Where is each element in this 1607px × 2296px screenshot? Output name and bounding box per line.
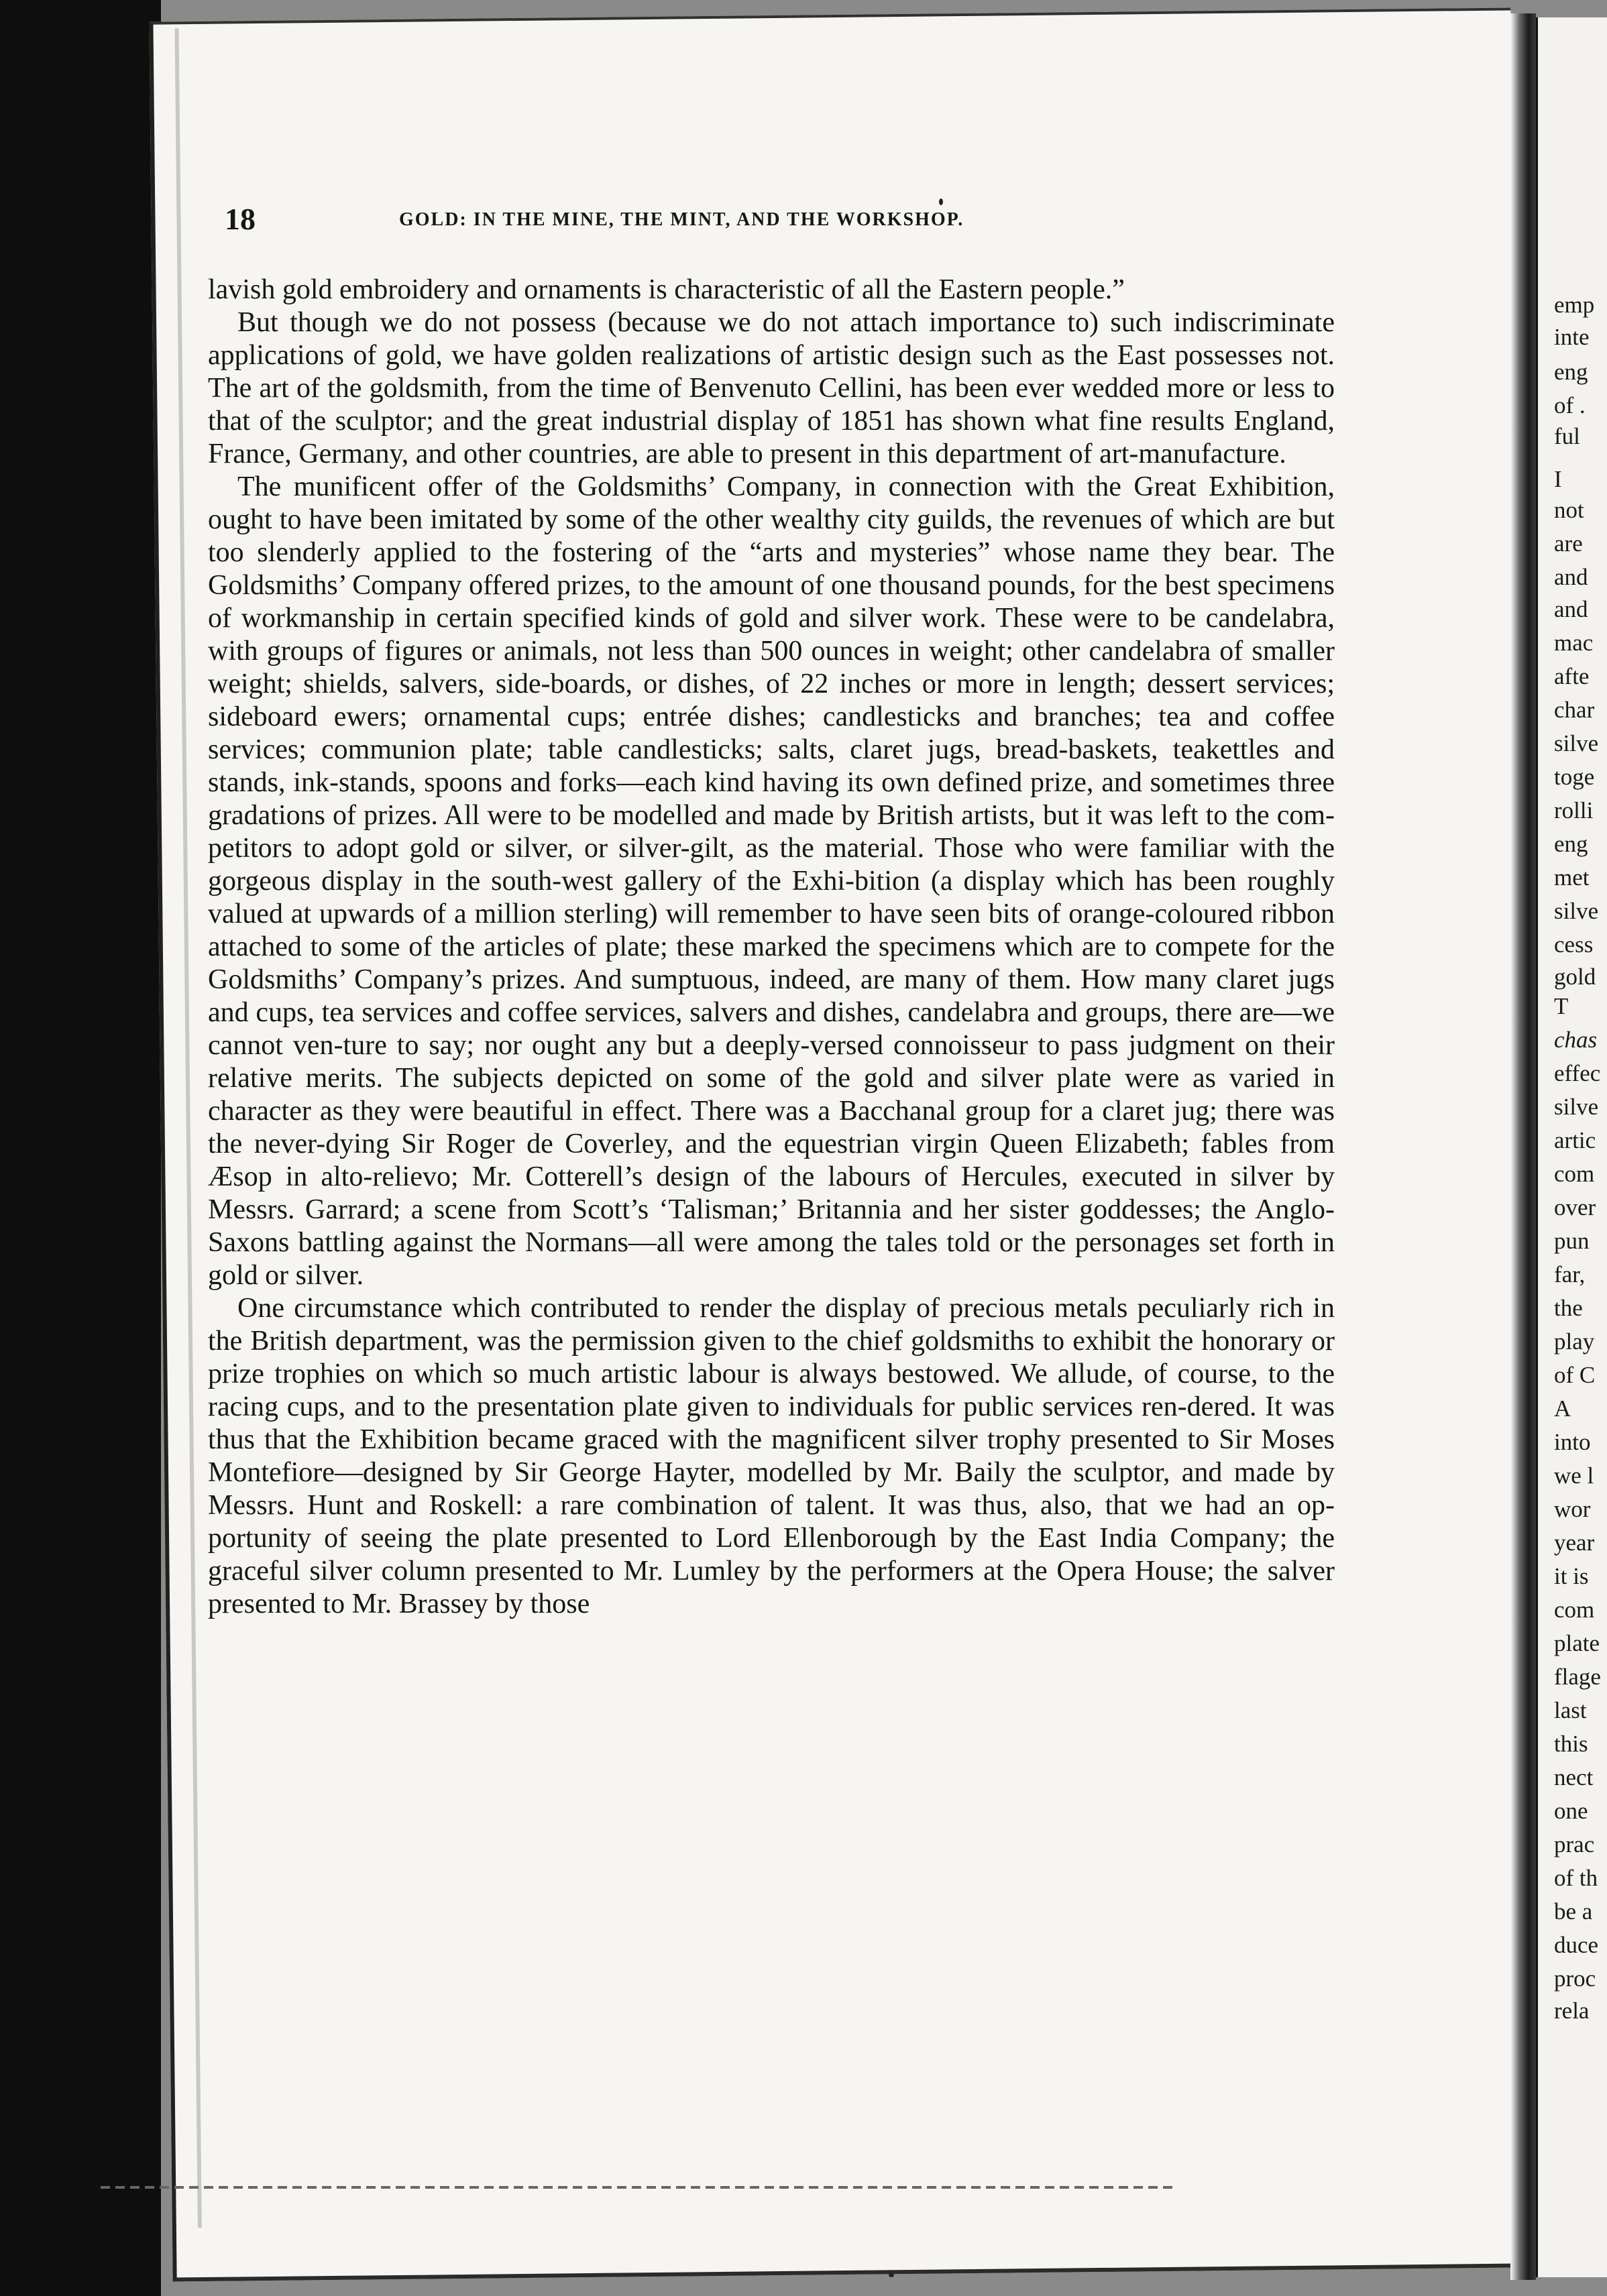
facing-page-line-fragment: silve — [1554, 1094, 1599, 1120]
facing-page-line-fragment: we l — [1554, 1462, 1594, 1489]
facing-page-line-fragment: chas — [1554, 1027, 1598, 1053]
facing-page-line-fragment: flage — [1554, 1664, 1601, 1690]
facing-page-line-fragment: and — [1554, 596, 1588, 622]
facing-page-line-fragment: met — [1554, 864, 1590, 891]
facing-page-line-fragment: inte — [1554, 324, 1590, 350]
facing-page-line-fragment: silve — [1554, 730, 1599, 756]
facing-page-line-fragment: pun — [1554, 1228, 1590, 1254]
paragraph: One circumstance which contributed to render the display of precious metals peculiarly rich in the British department, was the permission given to the chief goldsmiths to exhibit the honorary or prize trophies on which so much artistic labour is always bestowed. We allude, of course, to the racing cups, and to the presentation plate given to individuals for public services ren-dered. It was thus that the Exhibition became graced with the magnificent silver trophy presented to Sir Moses Montefiore—designed by Sir George Hayter, modelled by Mr. Baily the sculptor, and made by Messrs. Hunt and Roskell: a rare combination of talent. It was thus, also, that we had an op-portunity of seeing the plate presented to Lord Ellenborough by the East India Company; the graceful silver column presented to Mr. Lumley by the performers at the Opera House; the salver presented to Mr. Brassey by those — [208, 1293, 1335, 1619]
facing-page-line-fragment: cess — [1554, 931, 1594, 958]
facing-page-line-fragment: of th — [1554, 1865, 1598, 1891]
facing-page-line-fragment: prac — [1554, 1831, 1595, 1857]
facing-page-line-fragment: wor — [1554, 1496, 1591, 1522]
facing-page-line-fragment: over — [1554, 1194, 1596, 1220]
facing-page-line-fragment: gold — [1554, 964, 1596, 990]
facing-page-line-fragment: emp — [1554, 292, 1595, 318]
facing-page-line-fragment: char — [1554, 697, 1595, 723]
facing-page-line-fragment: artic — [1554, 1127, 1596, 1153]
scan-speck — [939, 198, 943, 205]
facing-page-line-fragment: rela — [1554, 1998, 1590, 2024]
facing-page-line-fragment: play — [1554, 1328, 1595, 1355]
page-number: 18 — [225, 202, 256, 236]
facing-page-line-fragment: silve — [1554, 898, 1599, 924]
facing-page-line-fragment: toge — [1554, 764, 1595, 790]
facing-page-line-fragment: eng — [1554, 359, 1588, 385]
facing-page-line-fragment: effec — [1554, 1060, 1601, 1086]
facing-page-line-fragment: duce — [1554, 1932, 1599, 1958]
facing-page-line-fragment: mac — [1554, 630, 1594, 656]
facing-page-line-fragment: this — [1554, 1731, 1588, 1757]
facing-page-line-fragment: com — [1554, 1597, 1595, 1623]
facing-page-line-fragment: the — [1554, 1295, 1583, 1321]
facing-page-line-fragment: be a — [1554, 1898, 1593, 1925]
facing-page-line-fragment: are — [1554, 530, 1583, 557]
facing-page-line-fragment: ful — [1554, 423, 1580, 449]
facing-page-line-fragment: and — [1554, 564, 1588, 590]
running-title: GOLD: IN THE MINE, THE MINT, AND THE WORKSHOP. — [399, 209, 964, 230]
paragraph-continued: lavish gold embroidery and ornaments is characteristic of all the Eastern people.” — [208, 274, 1125, 305]
page-edge-shadow — [175, 28, 202, 2228]
paragraph: The munificent offer of the Goldsmiths’ Company, in connection with the Great Exhibition, ought to have been imitated by some of the other wealthy city guilds, the revenues of which are but too slenderly applied to the fostering of the “arts and mysteries” whose name they bear. The Goldsmiths’ Company offered prizes, to the amount of one thousand pounds, for the best specimens of workmanship in certain specified kinds of gold and silver work. These were to be candelabra, with groups of figures or animals, not less than 500 ounces in weight; other candelabra of smaller weight; shields, salvers, side-boards, or dishes, of 22 inches or more in length; dessert services; sideboard ewers; ornamental cups; entrée dishes; candlesticks and branches; tea and coffee services; communion plate; table candlesticks; salts, claret jugs, bread-baskets, teakettles and stands, ink-stands, spoons and forks—each kind having its own defined prize, and sometimes three gradations of prizes. All were to be modelled and made by British artists, but it was left to the com-petitors to adopt gold or silver, or silver-gilt, as the material. Those who were familiar with the gorgeous display in the south-west gallery of the Exhi-bition (a display which has been roughly valued at upwards of a million sterling) will remember to have seen bits of orange-coloured ribbon attached to some of the articles of plate; these marked the specimens which are to compete for the Goldsmiths’ Company’s prizes. And sumptuous, indeed, are many of them. How many claret jugs and cups, tea services and coffee services, salvers and dishes, candelabra and groups, there are—we cannot ven-ture to say; nor ought any but a deeply-versed connoisseur to pass judgment on their relative merits. The subjects depicted on some of the gold and silver plate were as varied in character as they were beautiful in effect. There was a Bacchanal group for a claret jug; there was the never-dying Sir Roger de Coverley, and the equestrian virgin Queen Elizabeth; fables from Æsop in alto-relievo; Mr. Cotterell’s design of the labours of Hercules, executed in silver by Messrs. Garrard; a scene from Scott’s ‘Talisman;’ Britannia and her sister goddesses; the Anglo-Saxons battling against the Normans—all were among the tales told or the personages set forth in gold or silver. — [208, 471, 1335, 1291]
facing-page-line-fragment: last — [1554, 1697, 1587, 1723]
facing-page-line-fragment: com — [1554, 1161, 1595, 1187]
facing-page-line-fragment: far, — [1554, 1261, 1586, 1287]
paragraph: But though we do not possess (because we do not attach importance to) such indiscriminate applications of gold, we have golden realizations of artistic design such as the East possesses not. The art of the goldsmith, from the time of Benvenuto Cellini, has been ever wedded more or less to that of the sculptor; and the great industrial display of 1851 has shown what fine results England, France, Germany, and other countries, are able to present in this department of art-manufacture. — [208, 307, 1335, 469]
facing-page-line-fragment: nect — [1554, 1764, 1594, 1790]
facing-page-line-fragment: A — [1554, 1395, 1571, 1422]
facing-page-line-fragment: one — [1554, 1798, 1588, 1824]
facing-page-line-fragment: of C — [1554, 1362, 1596, 1388]
page-bottom-edge — [101, 2186, 1174, 2189]
scan-speck — [889, 2273, 894, 2277]
body-text — [208, 274, 1335, 1621]
page-header — [225, 201, 1335, 239]
facing-page-line-fragment: T — [1554, 993, 1569, 1019]
facing-page-line-fragment: of . — [1554, 392, 1586, 418]
facing-page-line-fragment: afte — [1554, 663, 1590, 689]
facing-page-line-fragment: year — [1554, 1530, 1595, 1556]
facing-page-line-fragment: not — [1554, 497, 1584, 523]
facing-page-line-fragment: eng — [1554, 831, 1588, 857]
facing-page-line-fragment: it is — [1554, 1563, 1589, 1589]
facing-page-line-fragment: proc — [1554, 1965, 1596, 1992]
scan-background-left — [0, 0, 161, 2296]
book-gutter — [1510, 13, 1536, 2280]
facing-page-line-fragment: plate — [1554, 1630, 1600, 1656]
facing-page-line-fragment: I — [1554, 466, 1562, 492]
facing-page-line-fragment: rolli — [1554, 797, 1594, 823]
facing-page-line-fragment: into — [1554, 1429, 1591, 1455]
facing-page-right — [1536, 17, 1607, 2277]
